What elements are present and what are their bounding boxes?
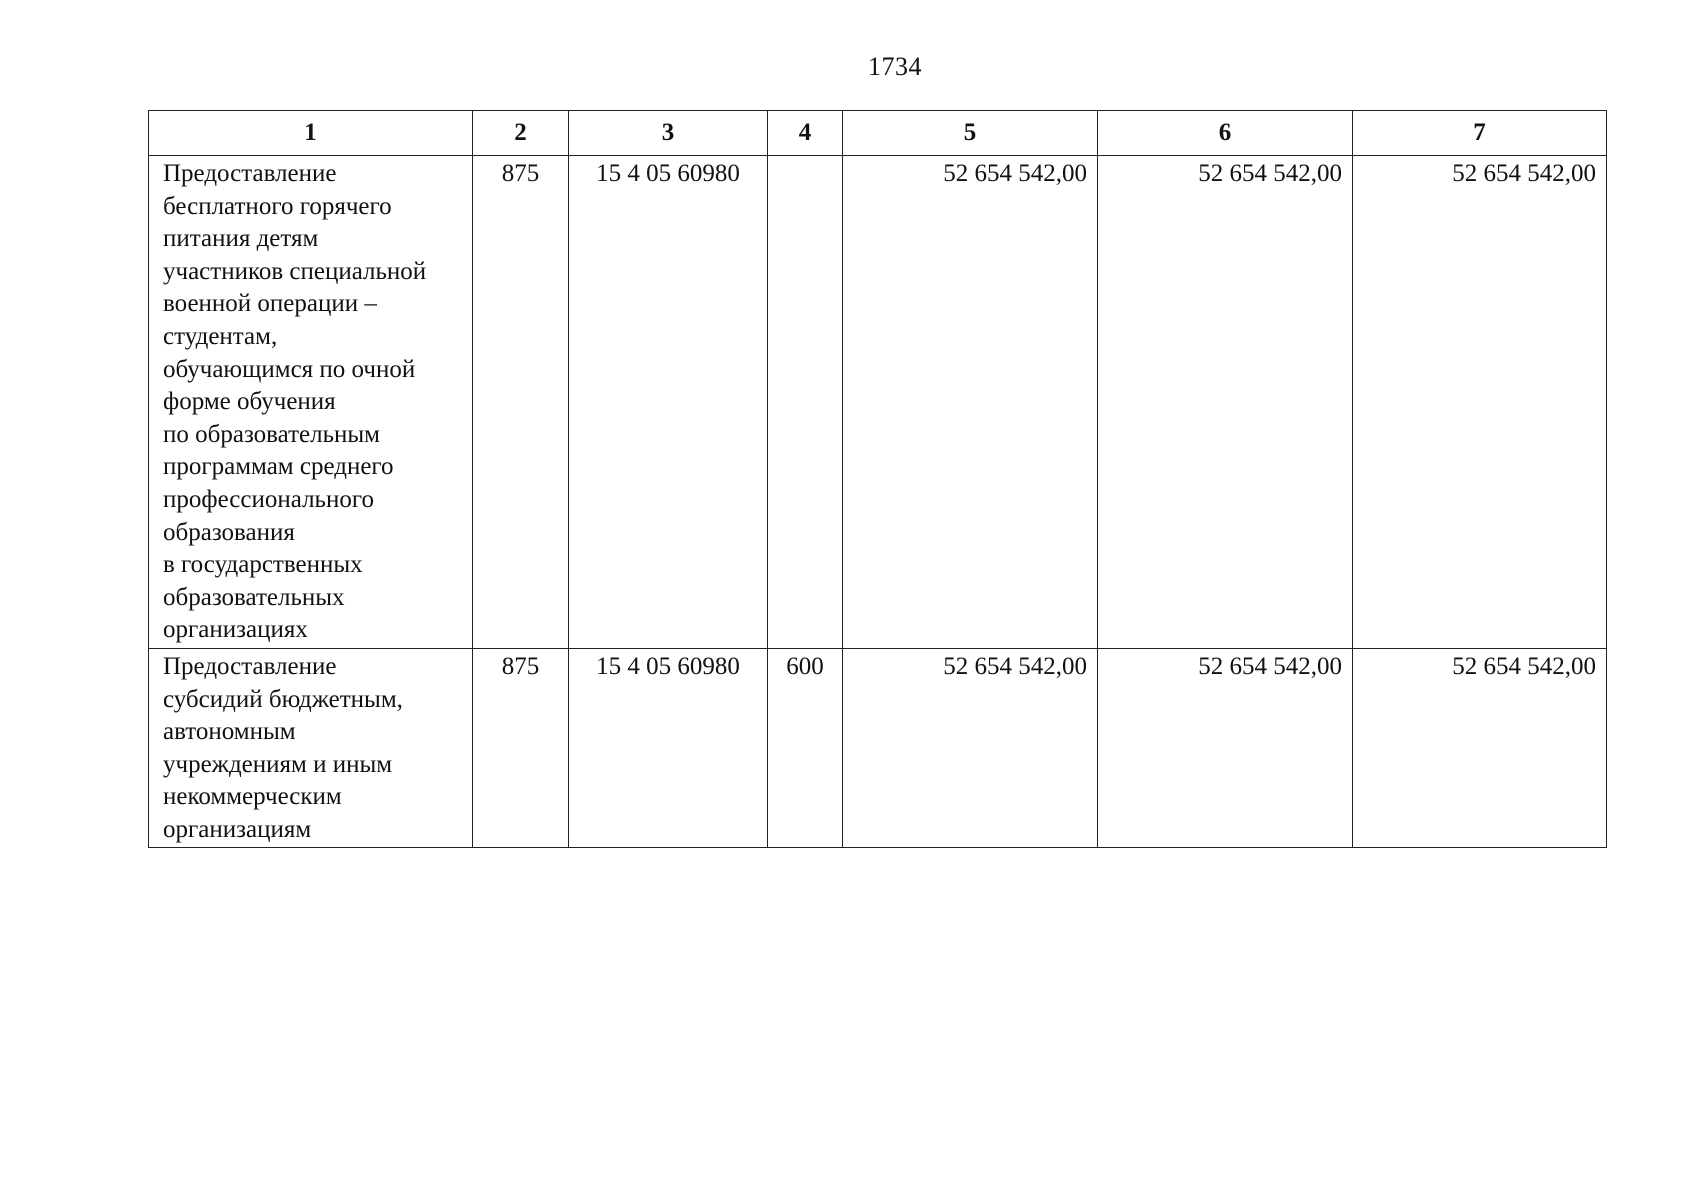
row-amount-col7: 52 654 542,00 <box>1353 649 1607 848</box>
row-amount-col5: 52 654 542,00 <box>843 156 1098 649</box>
row-code-col4 <box>768 156 843 649</box>
description-line: участников специальной <box>163 257 427 285</box>
budget-table <box>148 110 1607 848</box>
description-line: Предоставление <box>163 160 337 187</box>
description-line: в государственных <box>163 551 363 579</box>
description-line: автономным <box>163 718 296 746</box>
row-description <box>149 156 473 649</box>
header-col-7: 7 <box>1353 111 1607 156</box>
description-line: Предоставление <box>163 653 337 680</box>
header-col-2: 2 <box>473 111 569 156</box>
page-number: 1734 <box>868 52 922 81</box>
row-code-col3: 15 4 05 60980 <box>569 649 768 848</box>
description-line: по образовательным <box>163 420 380 448</box>
description-line: образования <box>163 518 295 546</box>
row-code-col2: 875 <box>473 649 569 848</box>
description-line: питания детям <box>163 225 319 253</box>
description-line: студентам, <box>163 322 278 350</box>
row-code-col3: 15 4 05 60980 <box>569 156 768 649</box>
description-line: профессионального <box>163 485 374 513</box>
row-description <box>149 649 473 848</box>
description-line: форме обучения <box>163 388 336 416</box>
header-col-1: 1 <box>149 111 473 156</box>
description-line: субсидий бюджетным, <box>163 685 403 713</box>
description-line: программам среднего <box>163 453 394 481</box>
table-row <box>149 156 1607 649</box>
header-col-5: 5 <box>843 111 1098 156</box>
description-line: военной операции – <box>163 290 377 318</box>
header-col-4: 4 <box>768 111 843 156</box>
table-header-row <box>149 111 1607 156</box>
description-line: бесплатного горячего <box>163 192 392 220</box>
description-line: образовательных <box>163 583 345 611</box>
header-col-6: 6 <box>1098 111 1353 156</box>
description-line: обучающимся по очной <box>163 355 416 383</box>
header-col-3: 3 <box>569 111 768 156</box>
row-code-col4: 600 <box>768 649 843 848</box>
row-amount-col5: 52 654 542,00 <box>843 649 1098 848</box>
row-amount-col6: 52 654 542,00 <box>1098 649 1353 848</box>
row-code-col2: 875 <box>473 156 569 649</box>
row-amount-col7: 52 654 542,00 <box>1353 156 1607 649</box>
description-line: некоммерческим <box>163 783 342 811</box>
table-row <box>149 649 1607 848</box>
description-line: организациям <box>163 815 312 843</box>
description-line: организациях <box>163 616 308 644</box>
row-amount-col6: 52 654 542,00 <box>1098 156 1353 649</box>
description-line: учреждениям и иным <box>163 750 393 778</box>
